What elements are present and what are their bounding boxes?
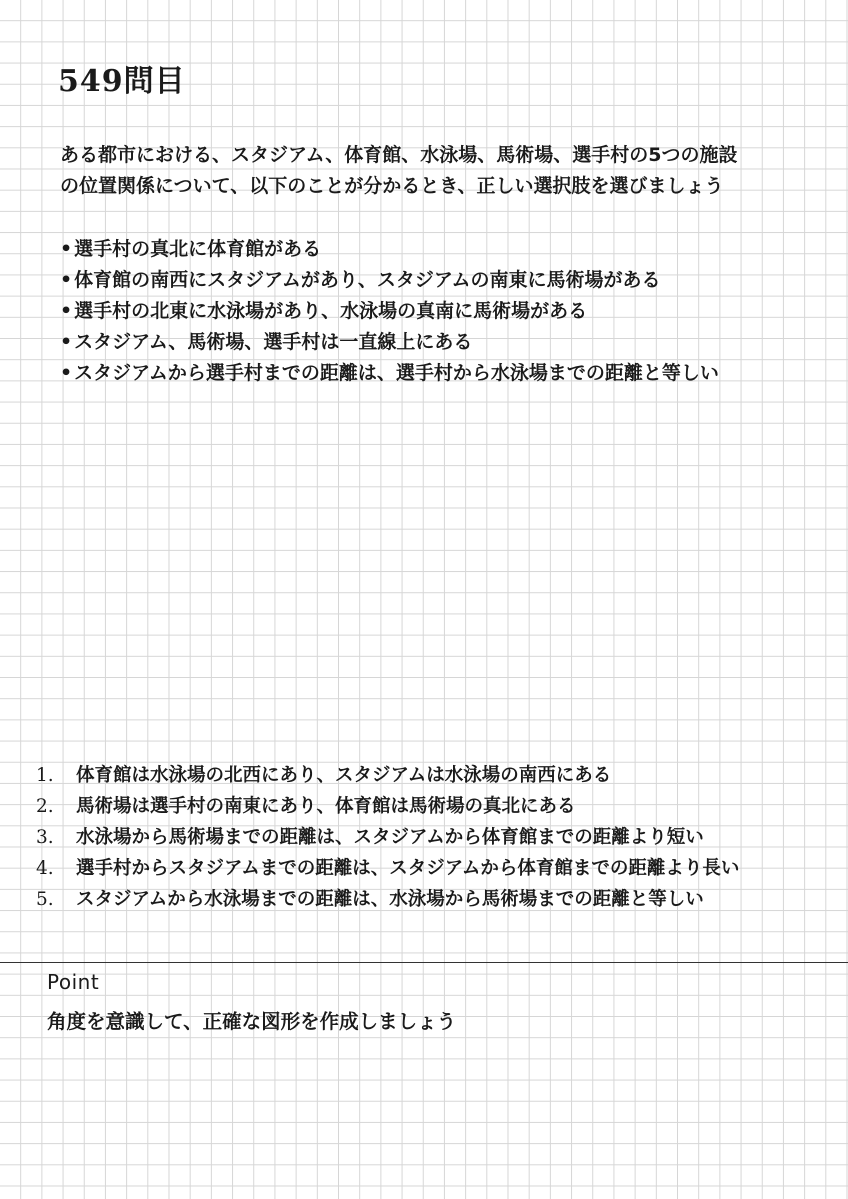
- choice-number: 1.: [36, 765, 54, 786]
- intro-line-1: ある都市における、スタジアム、体育館、水泳場、馬術場、選手村の5つの施設: [60, 144, 738, 166]
- page-title: 549問目: [58, 64, 186, 99]
- choice-text: 馬術場は選手村の南東にあり、体育館は馬術場の真北にある: [76, 796, 576, 817]
- choice-item: [36, 822, 836, 853]
- choice-item: [36, 884, 836, 915]
- choice-number: 4.: [36, 858, 54, 879]
- choice-text: 選手村からスタジアムまでの距離は、スタジアムから体育館までの距離より長い: [76, 858, 740, 879]
- choice-text: 水泳場から馬術場までの距離は、スタジアムから体育館までの距離より短い: [76, 827, 704, 848]
- condition-item: • スタジアム、馬術場、選手村は一直線上にある: [60, 327, 830, 358]
- condition-item: • 体育館の南西にスタジアムがあり、スタジアムの南東に馬術場がある: [60, 265, 830, 296]
- conditions-list: [60, 234, 830, 389]
- choice-text: 体育館は水泳場の北西にあり、スタジアムは水泳場の南西にある: [76, 765, 612, 786]
- condition-item: • スタジアムから選手村までの距離は、選手村から水泳場までの距離と等しい: [60, 358, 830, 389]
- question-intro: [60, 140, 830, 202]
- section-divider: [0, 962, 848, 963]
- intro-line-2: の位置関係について、以下のことが分かるとき、正しい選択肢を選びましょう: [60, 175, 724, 197]
- choice-item: [36, 760, 836, 791]
- choice-item: [36, 853, 836, 884]
- choice-text: スタジアムから水泳場までの距離は、水泳場から馬術場までの距離と等しい: [76, 889, 704, 910]
- choice-number: 2.: [36, 796, 54, 817]
- condition-item: • 選手村の北東に水泳場があり、水泳場の真南に馬術場がある: [60, 296, 830, 327]
- point-text: 角度を意識して、正確な図形を作成しましょう: [47, 1010, 457, 1033]
- choice-number: 5.: [36, 889, 54, 910]
- choice-number: 3.: [36, 827, 54, 848]
- point-label: Point: [47, 970, 100, 994]
- choice-item: [36, 791, 836, 822]
- condition-item: • 選手村の真北に体育館がある: [60, 234, 830, 265]
- choices-list: [36, 760, 836, 915]
